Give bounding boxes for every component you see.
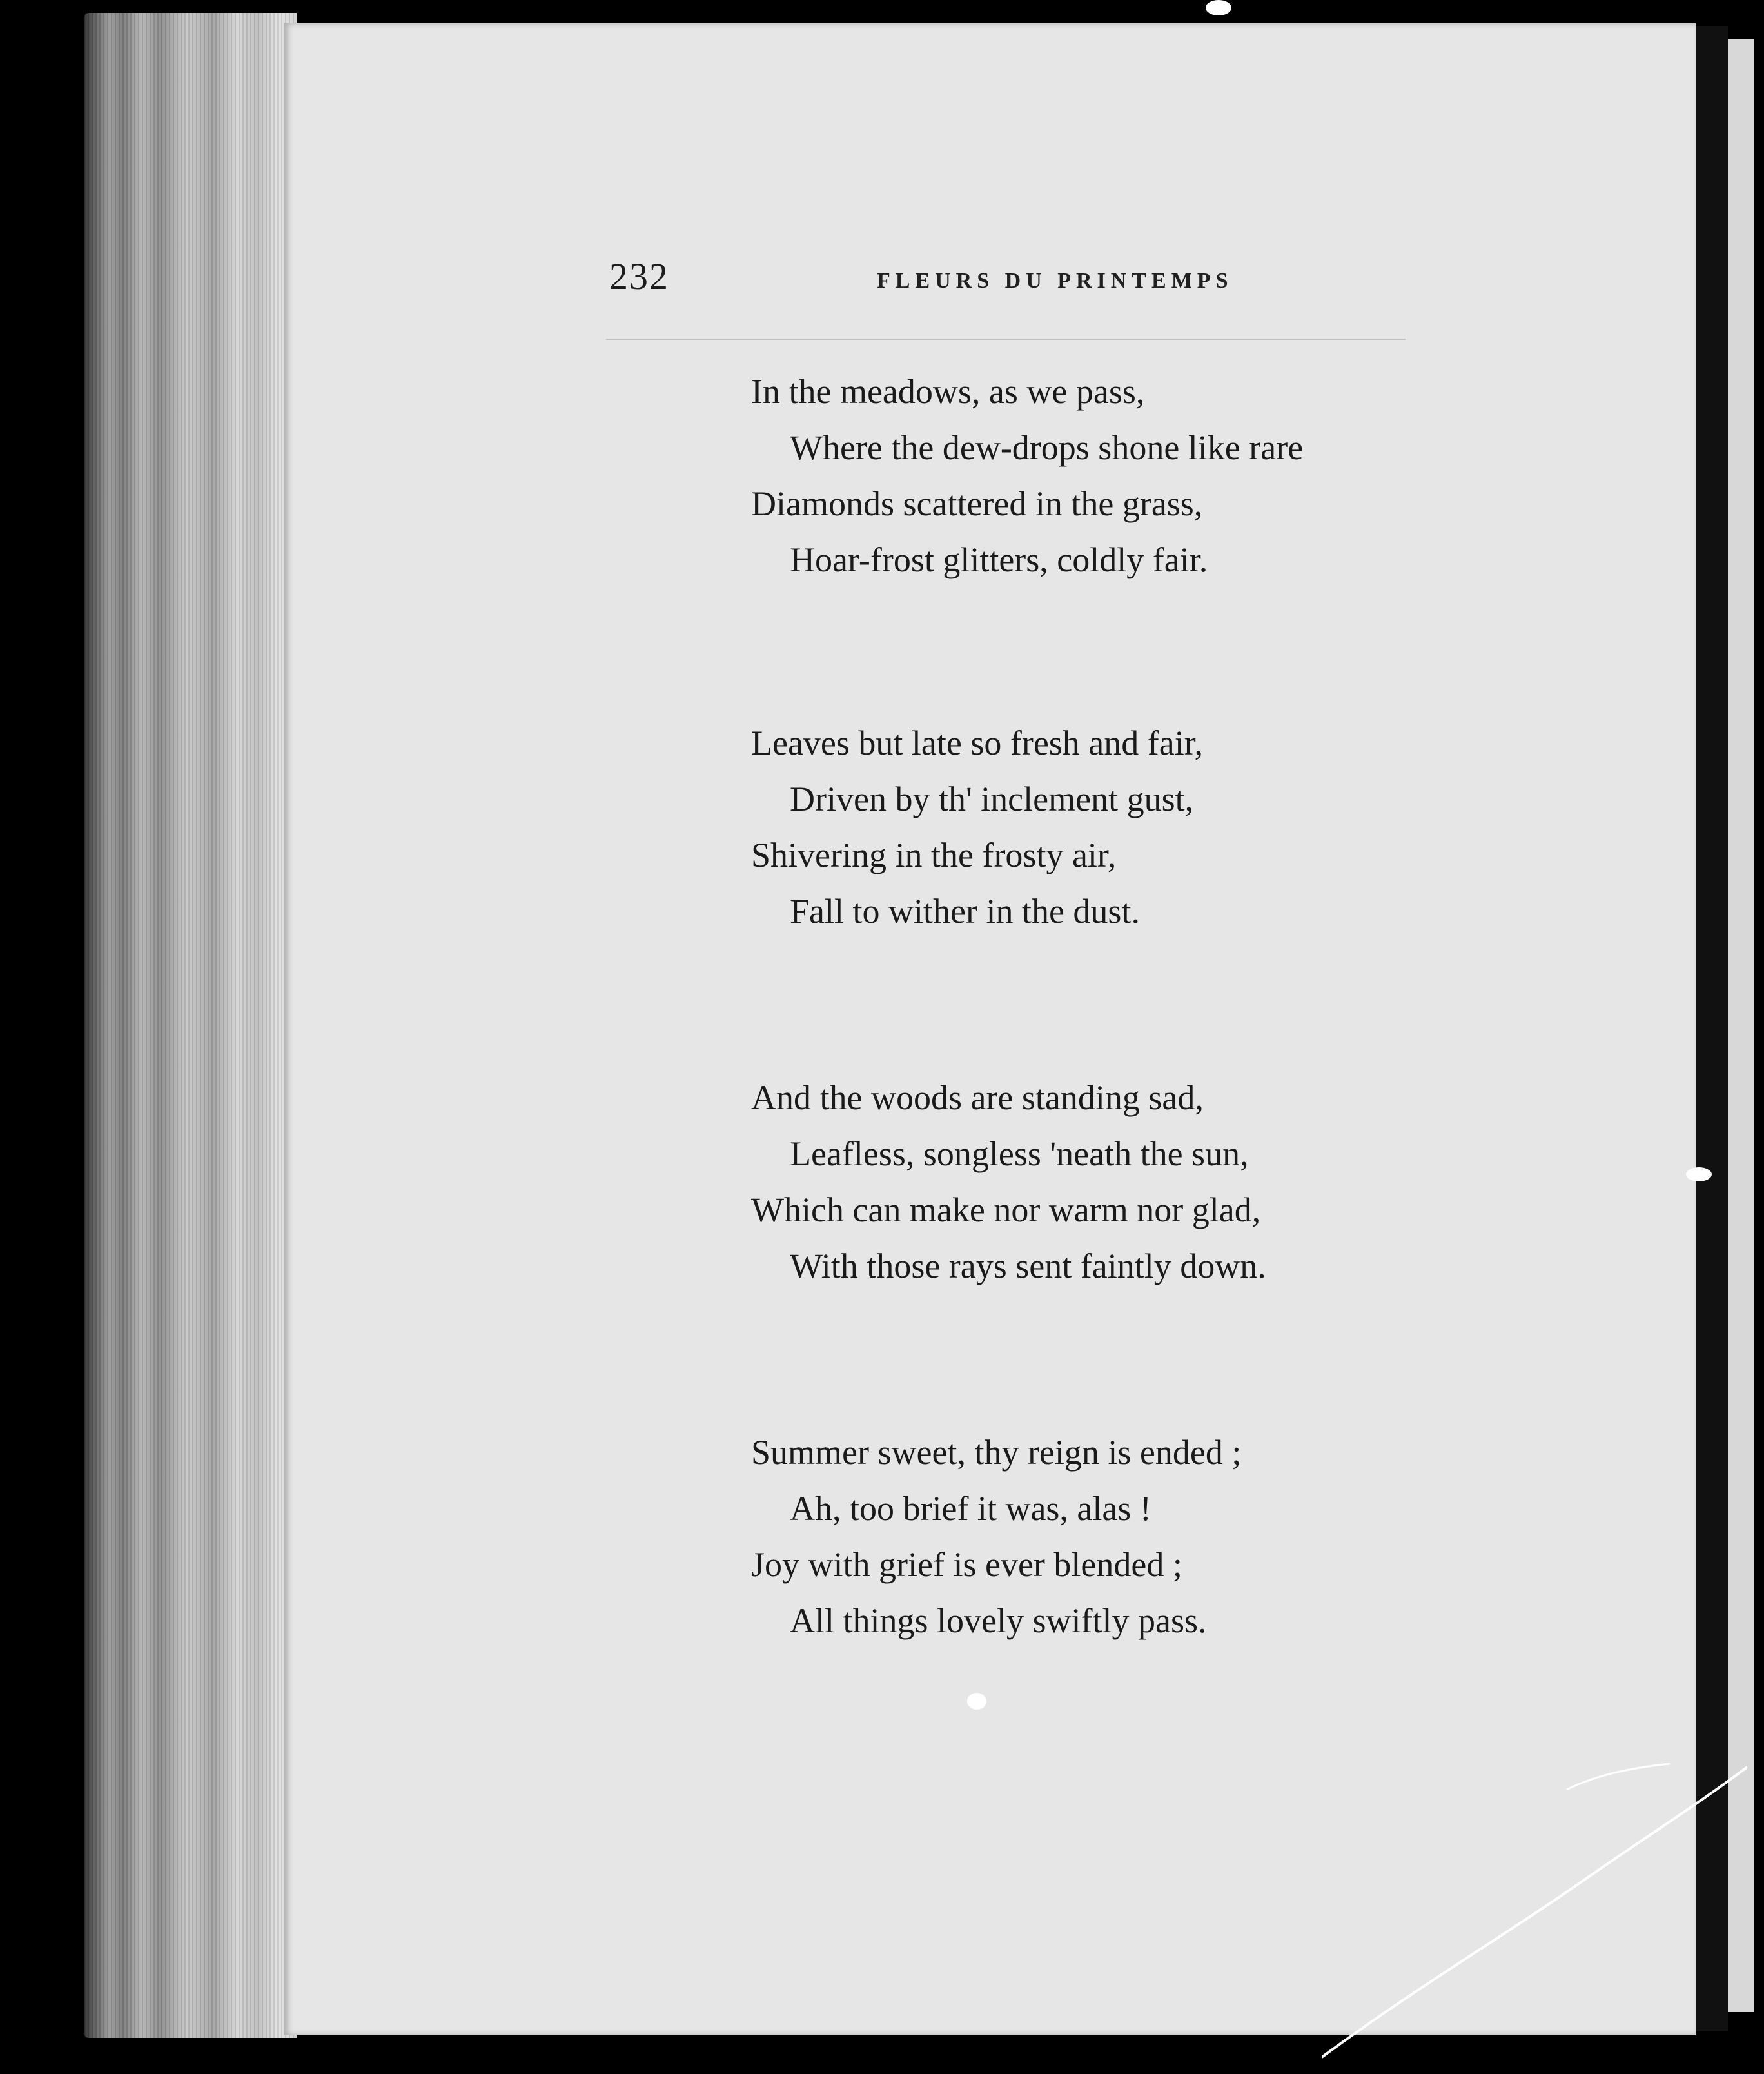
poem-line: Ah, too brief it was, alas ! [790, 1489, 1152, 1528]
running-title: FLEURS DU PRINTEMPS [877, 269, 1233, 293]
poem-line: Hoar-frost glitters, coldly fair. [790, 540, 1208, 579]
page-edges [84, 13, 297, 2038]
poem-line: Leaves but late so fresh and fair, [751, 724, 1204, 762]
poem-line: Leafless, songless 'neath the sun, [790, 1134, 1249, 1173]
poem-line: Fall to wither in the dust. [790, 892, 1140, 931]
poem-line: All things lovely swiftly pass. [790, 1601, 1207, 1640]
poem-line: Summer sweet, thy reign is ended ; [751, 1433, 1242, 1472]
scan-scratch [1322, 1728, 1747, 2064]
poem-line: In the meadows, as we pass, [751, 372, 1145, 411]
poem-line: And the woods are standing sad, [751, 1078, 1204, 1117]
scan-speck [1686, 1167, 1712, 1181]
poem-line: Diamonds scattered in the grass, [751, 484, 1203, 523]
poem-line: Joy with grief is ever blended ; [751, 1545, 1182, 1584]
page-header [609, 255, 1286, 313]
poem-line: Where the dew-drops shone like rare [790, 428, 1304, 467]
poem-line: Which can make nor warm nor glad, [751, 1190, 1261, 1229]
header-rule [606, 339, 1406, 340]
poem-line: Driven by th' inclement gust, [790, 780, 1194, 818]
scan-speck [967, 1693, 986, 1710]
poem-line: With those rays sent faintly down. [790, 1247, 1266, 1285]
scan-speck [1206, 0, 1231, 15]
poem-line: Shivering in the frosty air, [751, 836, 1117, 874]
page-number: 232 [609, 255, 669, 297]
facing-page-edge [1728, 39, 1754, 2012]
